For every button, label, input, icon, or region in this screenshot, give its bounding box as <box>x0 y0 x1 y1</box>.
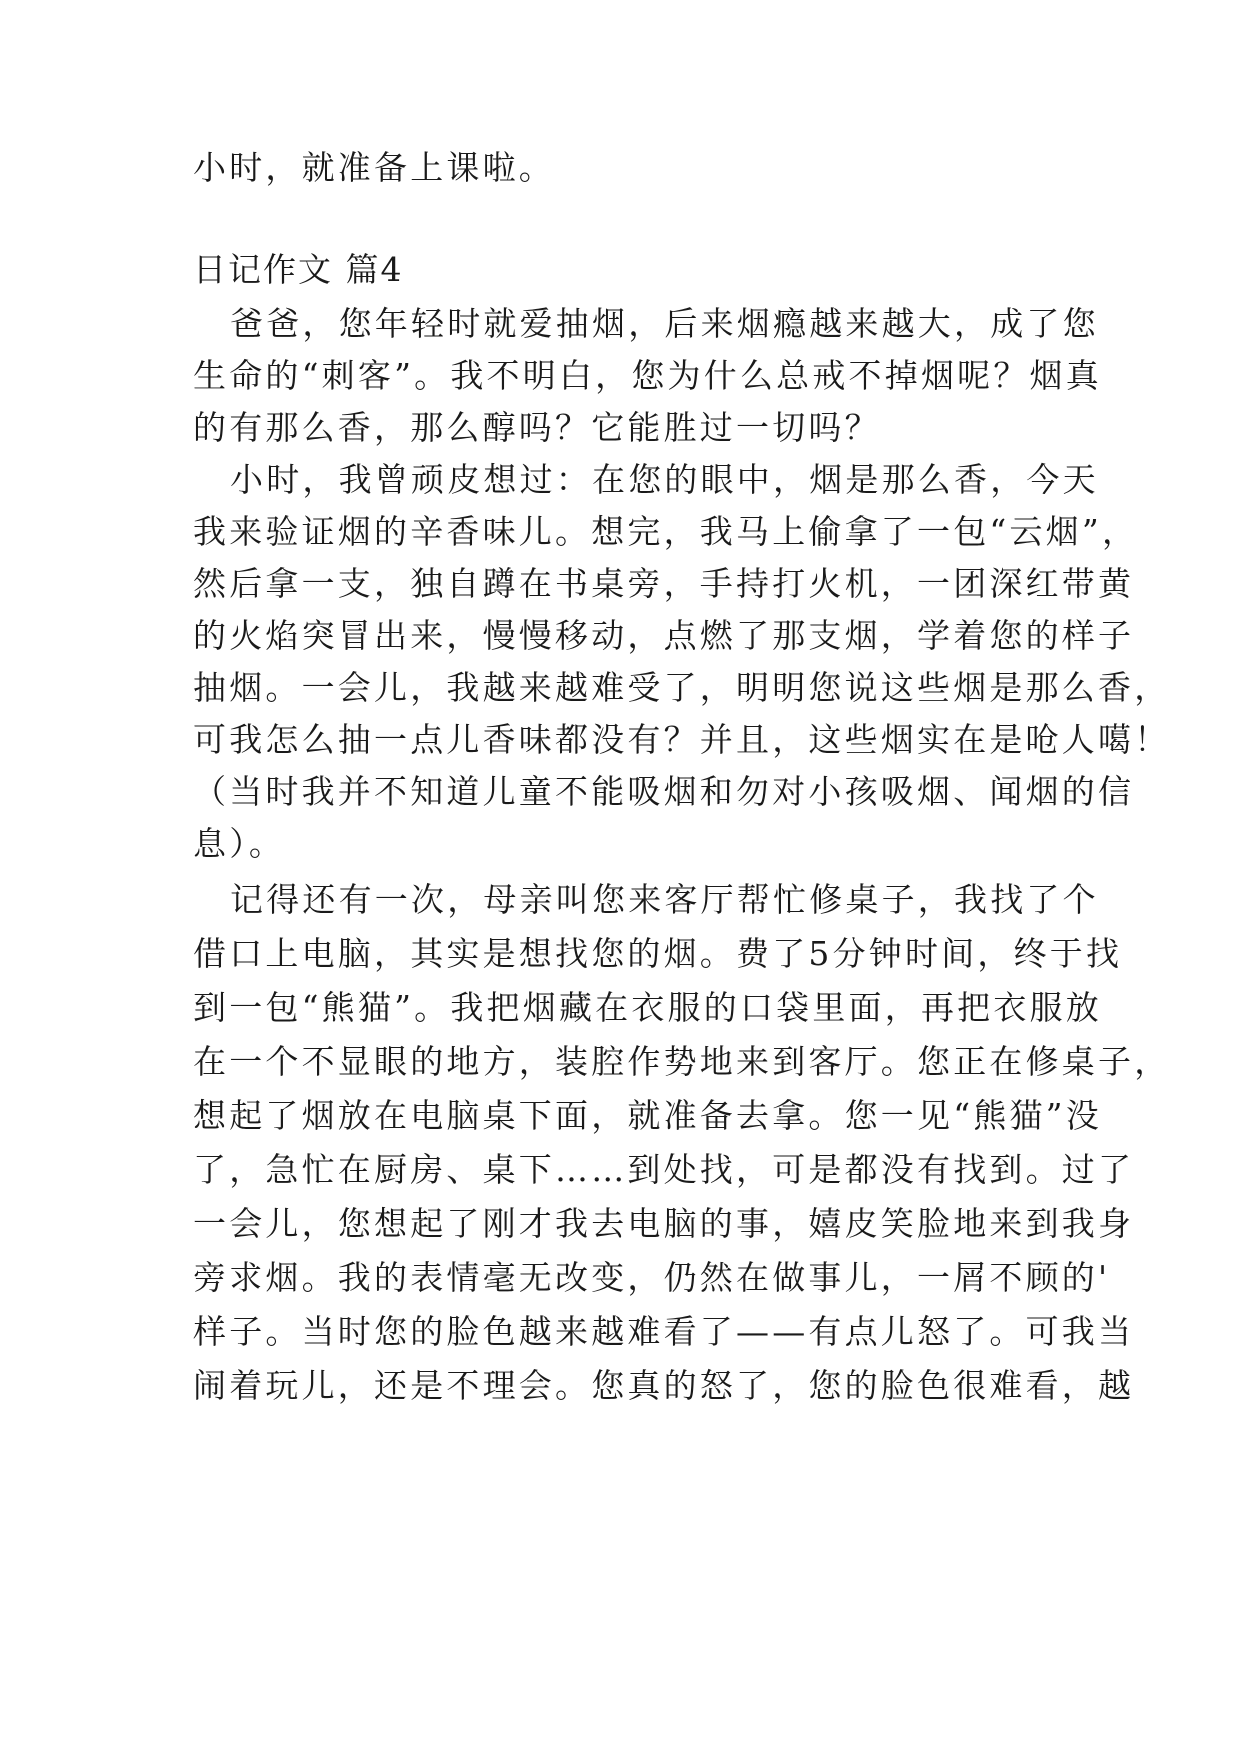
paragraph-line: 闹着玩儿，还是不理会。您真的怒了，您的脸色很难看，越 <box>193 1366 1135 1405</box>
paragraph-line: 在一个不显眼的地方，装腔作势地来到客厅。您正在修桌子， <box>193 1042 1171 1081</box>
paragraph-line: 息）。 <box>193 824 286 863</box>
paragraph-line: 生命的“刺客”。我不明白，您为什么总戒不掉烟呢？烟真 <box>193 356 1102 395</box>
paragraph-line: 然后拿一支，独自蹲在书桌旁，手持打火机，一团深红带黄 <box>193 564 1135 603</box>
paragraph-line: 样子。当时您的脸色越来越难看了——有点儿怒了。可我当 <box>193 1312 1135 1351</box>
paragraph-line: 我来验证烟的辛香味儿。想完，我马上偷拿了一包“云烟”， <box>193 512 1139 551</box>
paragraph-line: 到一包“熊猫”。我把烟藏在衣服的口袋里面，再把衣服放 <box>193 988 1102 1027</box>
paragraph-line: 可我怎么抽一点儿香味都没有？并且，这些烟实在是呛人噶！ <box>193 720 1171 759</box>
paragraph-line: 的有那么香，那么醇吗？它能胜过一切吗？ <box>193 408 881 447</box>
paragraph-line: 借口上电脑，其实是想找您的烟。费了5分钟时间，终于找 <box>193 934 1123 973</box>
paragraph-line: 一会儿，您想起了刚才我去电脑的事，嬉皮笑脸地来到我身 <box>193 1204 1135 1243</box>
paragraph-line: 的火焰突冒出来，慢慢移动，点燃了那支烟，学着您的样子 <box>193 616 1135 655</box>
paragraph-line: 小时，我曾顽皮想过：在您的眼中，烟是那么香，今天 <box>230 460 1099 499</box>
paragraph-line: 抽烟。一会儿，我越来越难受了，明明您说这些烟是那么香， <box>193 668 1171 707</box>
section-title: 日记作文 篇4 <box>193 250 404 289</box>
paragraph-line: 了，急忙在厨房、桌下……到处找，可是都没有找到。过了 <box>193 1150 1135 1189</box>
paragraph-line: 爸爸，您年轻时就爱抽烟，后来烟瘾越来越大，成了您 <box>230 304 1099 343</box>
paragraph-line: 想起了烟放在电脑桌下面，就准备去拿。您一见“熊猫”没 <box>193 1096 1102 1135</box>
paragraph-line: 记得还有一次，母亲叫您来客厅帮忙修桌子，我找了个 <box>230 880 1099 919</box>
paragraph-line: （当时我并不知道儿童不能吸烟和勿对小孩吸烟、闻烟的信 <box>193 772 1135 811</box>
continuation-line: 小时，就准备上课啦。 <box>193 148 555 187</box>
paragraph-line: 旁求烟。我的表情毫无改变，仍然在做事儿，一屑不顾的' <box>193 1258 1111 1297</box>
